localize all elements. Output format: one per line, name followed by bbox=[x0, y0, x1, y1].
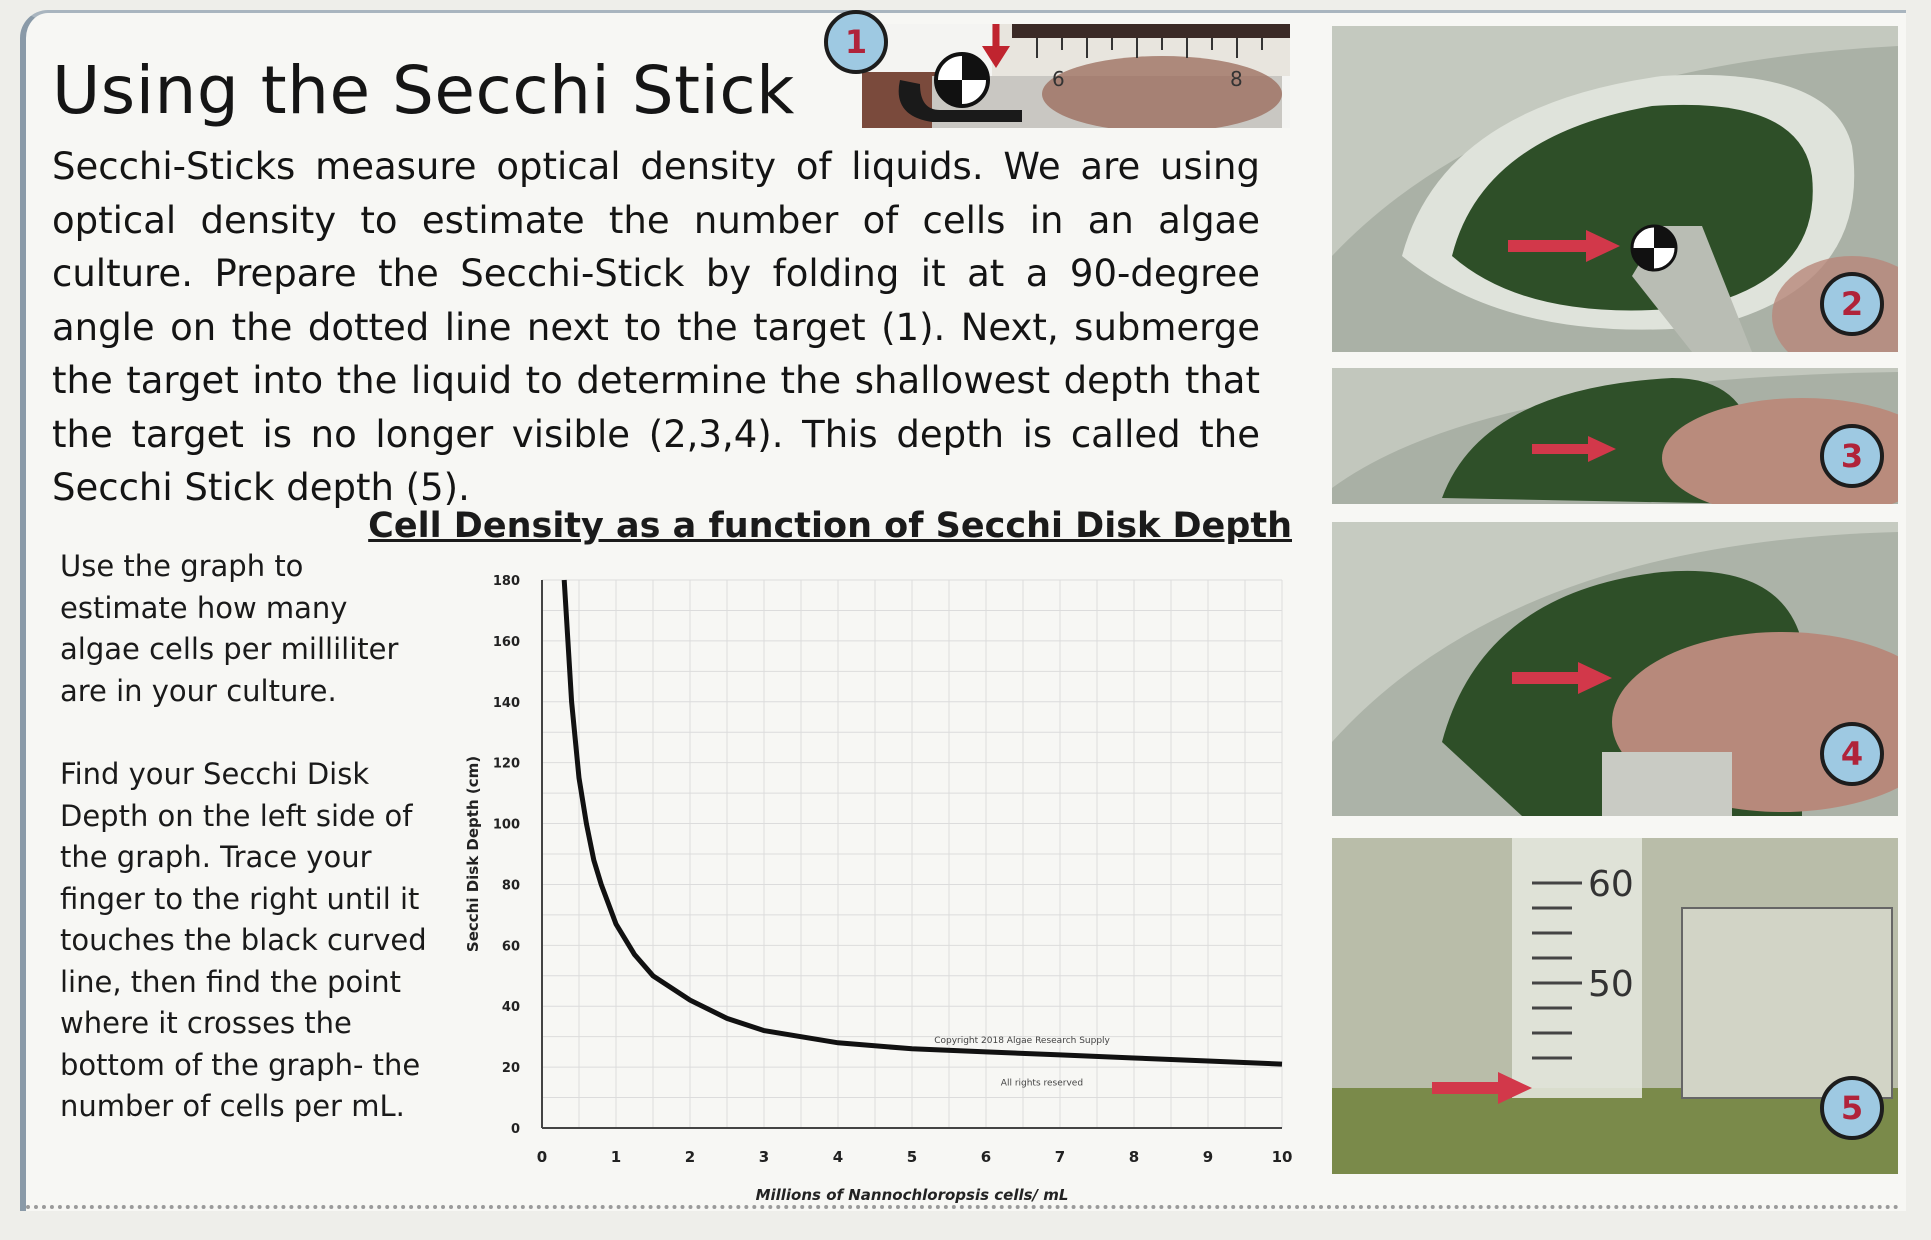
x-tick-label: 5 bbox=[906, 1148, 918, 1166]
instruction-use-graph: Use the graph to estimate how many algae cells per milliliter are in your culture. bbox=[60, 549, 399, 708]
step-badge-2: 2 bbox=[1820, 272, 1884, 336]
step-badge-5: 5 bbox=[1820, 1076, 1884, 1140]
instruction-find-depth: Find your Secchi Disk Depth on the left side of the graph. Trace your finger to the right until it touches the black curved line, then find the point where it crosses the bottom of the graph- the number of cells per mL. bbox=[60, 757, 427, 1123]
copyright-annotation: Copyright 2018 Algae Research Supply bbox=[934, 1035, 1110, 1046]
step-badge-3: 3 bbox=[1820, 424, 1884, 488]
secchi-depth-chart bbox=[430, 550, 1302, 1212]
photo-1-stick-target bbox=[862, 24, 1290, 128]
x-tick-labels bbox=[537, 1148, 1293, 1166]
rights-annotation: All rights reserved bbox=[1000, 1078, 1084, 1089]
x-tick-label: 9 bbox=[1202, 1148, 1214, 1166]
x-tick-label: 3 bbox=[758, 1148, 770, 1166]
x-tick-label: 0 bbox=[536, 1148, 548, 1166]
y-tick-label: 120 bbox=[492, 756, 520, 772]
photo-2-submerged-target bbox=[1332, 26, 1898, 352]
y-tick-label: 60 bbox=[501, 939, 520, 955]
y-tick-label: 40 bbox=[501, 1000, 520, 1016]
y-tick-label: 80 bbox=[501, 878, 520, 894]
page-title: Using the Secchi Stick bbox=[52, 52, 795, 129]
x-tick-label: 2 bbox=[684, 1148, 696, 1166]
x-tick-label: 7 bbox=[1054, 1148, 1066, 1166]
scale-mark-50: 50 bbox=[1588, 964, 1634, 1005]
x-tick-label: 6 bbox=[980, 1148, 992, 1166]
x-tick-label: 8 bbox=[1128, 1148, 1140, 1166]
stick-target-illustration bbox=[862, 24, 1290, 128]
x-tick-label: 1 bbox=[610, 1148, 622, 1166]
intro-paragraph: Secchi-Sticks measure optical density of liquids. We are using optical density to estimate the number of cells in an algae culture. Prepare the Secchi-Stick by folding it at a 90-degree angle on the dotted line next to the target (1). Next, submerge the target into the liquid to determine the shallowest depth that the target is no longer visible (2,3,4). This depth is called the Secchi Stick depth (5). bbox=[52, 145, 1260, 509]
photo-3-partly-visible bbox=[1332, 368, 1898, 504]
step-badge-1: 1 bbox=[824, 10, 888, 74]
y-axis-label: Secchi Disk Depth (cm) bbox=[464, 755, 482, 953]
ruler-mark-8: 8 bbox=[1230, 67, 1243, 91]
y-tick-label: 0 bbox=[510, 1122, 520, 1137]
chart-title: Cell Density as a function of Secchi Disk Depth bbox=[368, 506, 1292, 546]
y-tick-label: 160 bbox=[492, 634, 520, 650]
secchi-target-icon bbox=[936, 54, 988, 106]
scale-mark-60: 60 bbox=[1588, 864, 1634, 905]
y-tick-label: 100 bbox=[492, 817, 520, 833]
x-tick-label: 10 bbox=[1271, 1148, 1293, 1166]
x-axis-label: Millions of Nannochloropsis cells/ mL bbox=[755, 1186, 1069, 1204]
x-tick-label: 4 bbox=[832, 1148, 844, 1166]
y-tick-labels bbox=[493, 574, 520, 1137]
chart-grid bbox=[542, 580, 1282, 1128]
photo-4-target-hidden bbox=[1332, 522, 1898, 816]
cell-density-curve bbox=[564, 580, 1282, 1064]
y-tick-label: 140 bbox=[492, 695, 520, 711]
y-tick-label: 180 bbox=[492, 574, 520, 589]
y-tick-label: 20 bbox=[501, 1061, 520, 1077]
step-badge-4: 4 bbox=[1820, 722, 1884, 786]
photo-5-depth-reading bbox=[1332, 838, 1898, 1174]
ruler-mark-6: 6 bbox=[1052, 67, 1065, 91]
